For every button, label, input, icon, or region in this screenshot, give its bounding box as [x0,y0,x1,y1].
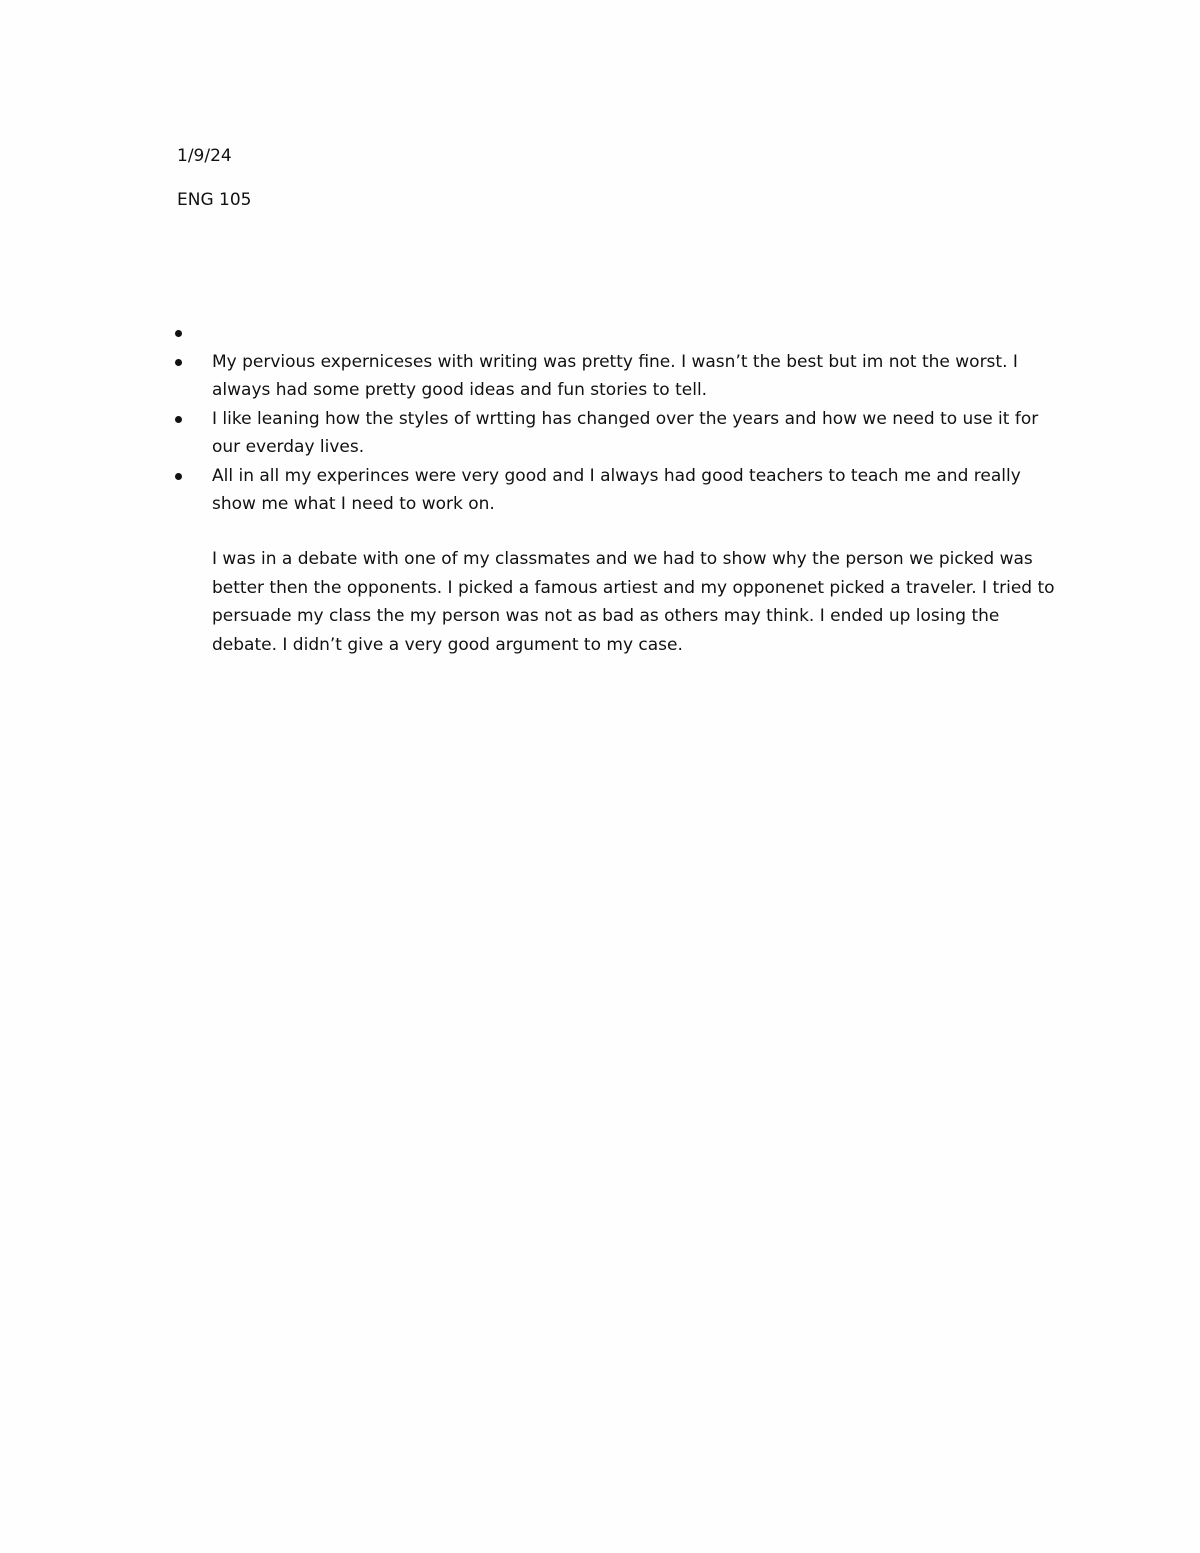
bullet-list [172,319,1052,519]
course-line: ENG 105 [177,190,252,210]
debate-paragraph: I was in a debate with one of my classmates and we had to show why the person we picked was better then the opponents. I picked a famous artiest and my opponenet picked a traveler. I tried to persuade my class the my person was not as bad as others may think. I ended up losing the debate. I didn’t give a very good argument to my case. [212,549,1055,655]
date-line: 1/9/24 [177,146,232,166]
list-item [172,462,1052,519]
list-item [172,348,1052,405]
bullet-icon [175,330,182,337]
bullet-icon [175,473,182,480]
list-item-text: All in all my experinces were very good and I always had good teachers to teach me and really show me what I need to work on. [212,465,1021,514]
list-item [172,405,1052,462]
list-item [172,319,1052,348]
bullet-icon [175,359,182,366]
list-item-text: I like leaning how the styles of wrtting has changed over the years and how we need to use it for our everday lives. [212,408,1039,457]
list-item-text: My pervious experniceses with writing was pretty fine. I wasn’t the best but im not the worst. I always had some pretty good ideas and fun stories to tell. [212,351,1018,400]
bullet-icon [175,416,182,423]
